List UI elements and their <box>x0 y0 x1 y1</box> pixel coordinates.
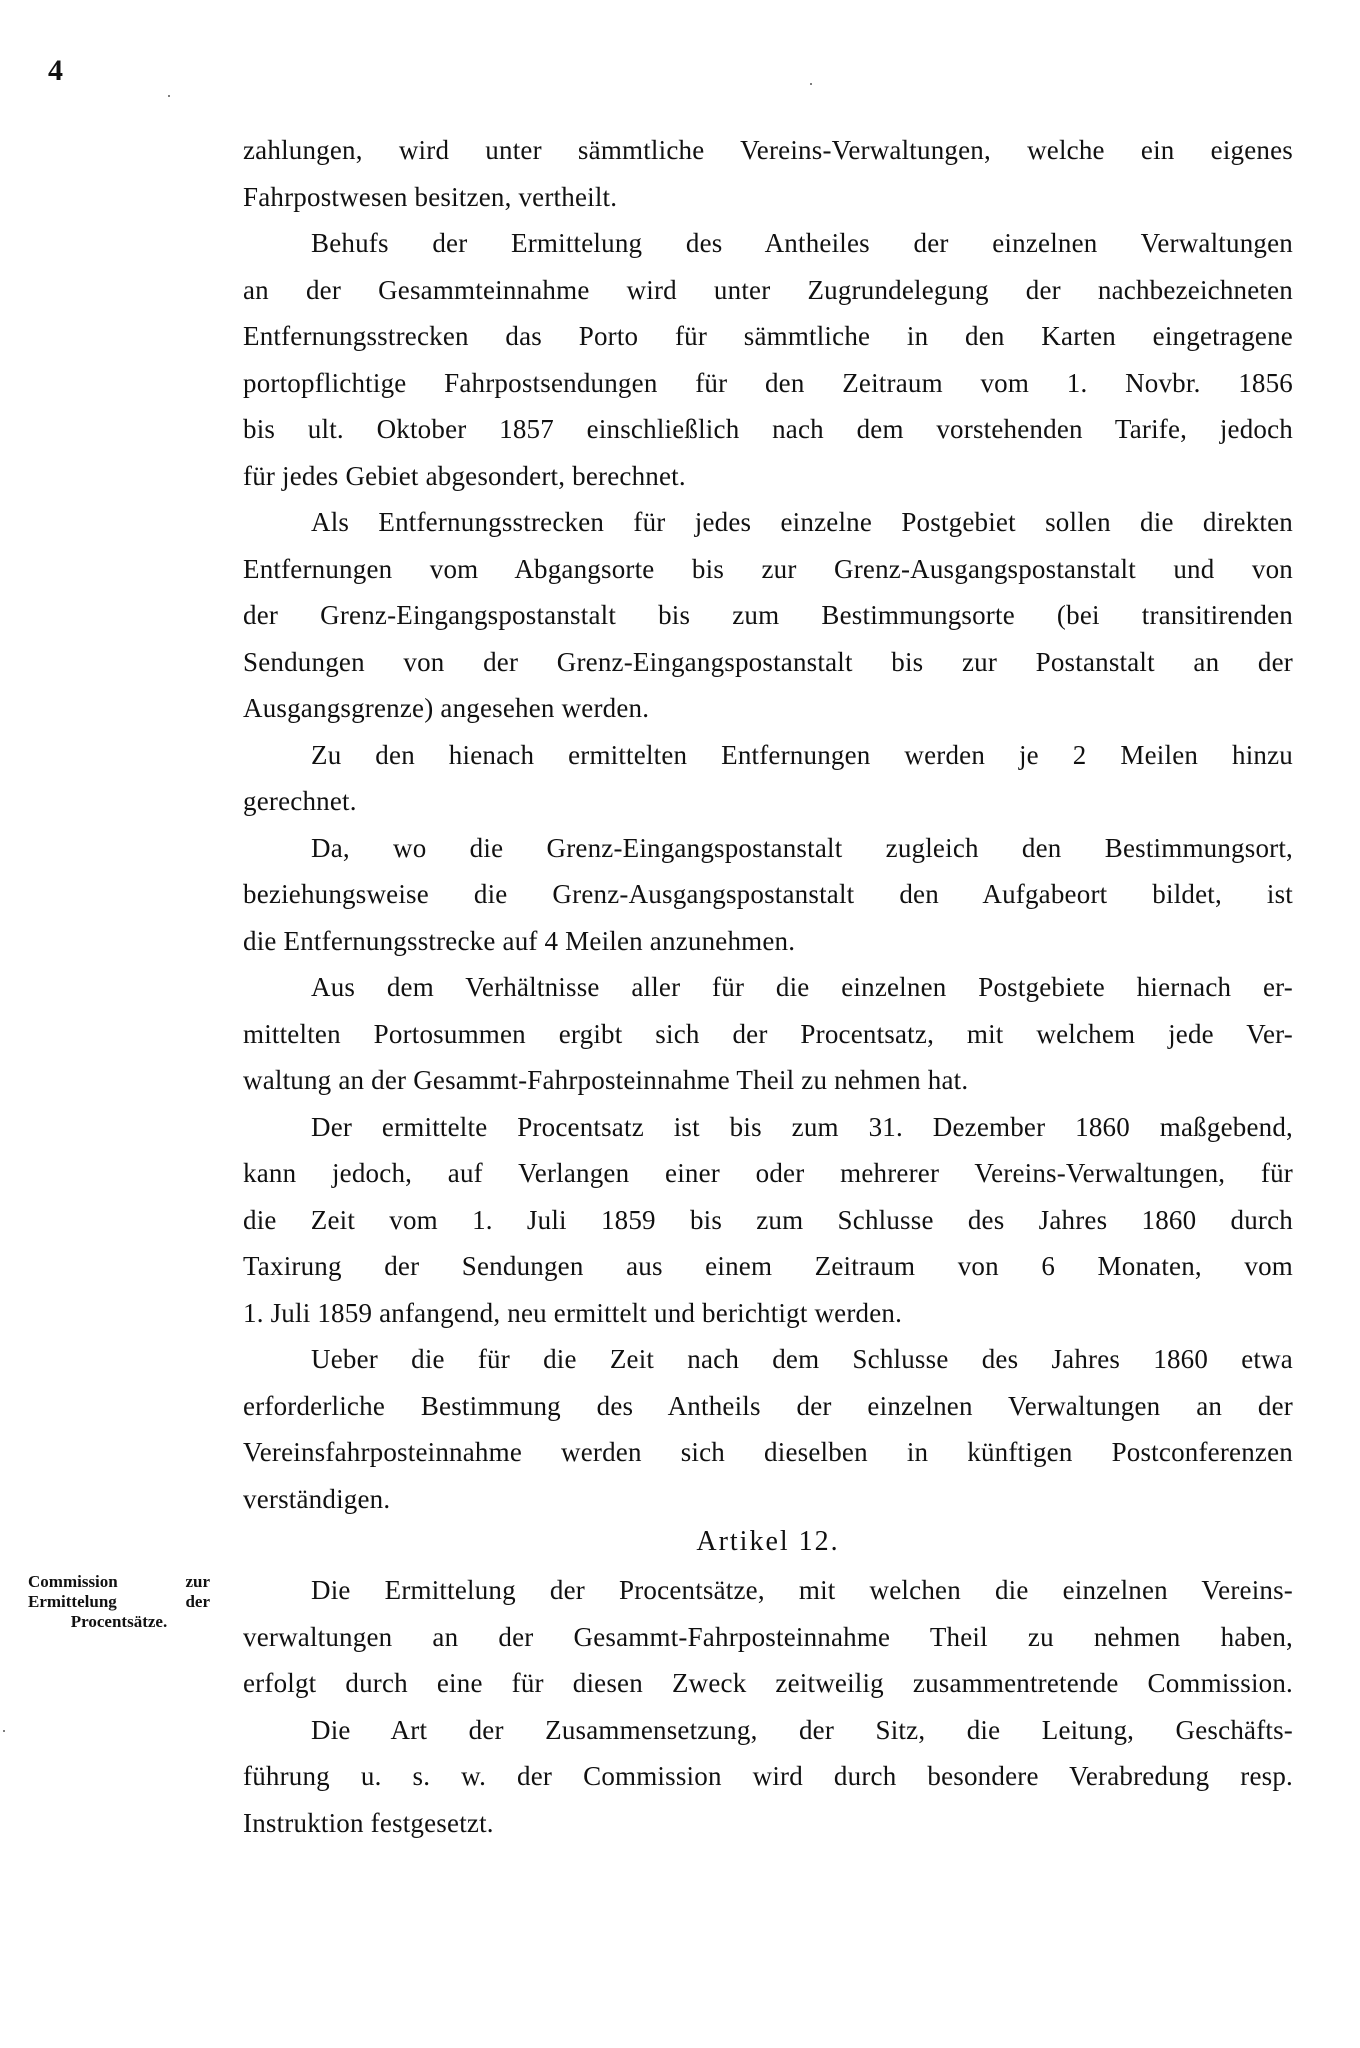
text-line: zahlungen, wird unter sämmtliche Vereins-Verwaltungen, welche ein eigenes <box>243 135 1293 165</box>
text-line: an der Gesammteinnahme wird unter Zugrundelegung der nachbezeichneten <box>243 274 1293 305</box>
text-line: Da, wo die Grenz-Eingangspostanstalt zugleich den Bestimmungsort, <box>311 832 1293 863</box>
text-line: die Entfernungsstrecke auf 4 Meilen anzunehmen. <box>243 925 796 956</box>
text-line: die Zeit vom 1. Juli 1859 bis zum Schlusse des Jahres 1860 durch <box>243 1204 1293 1235</box>
text-line: Ausgangsgrenze) angesehen werden. <box>243 693 650 723</box>
text-line: verwaltungen an der Gesammt-Fahrposteinnahme Theil zu nehmen haben, <box>243 1621 1293 1652</box>
margin-note-line: Ermittelung der <box>28 1592 210 1611</box>
text-line: Fahrpostwesen besitzen, vertheilt. <box>243 181 618 212</box>
text-line: erforderliche Bestimmung des Antheils der einzelnen Verwaltungen an der <box>243 1390 1293 1421</box>
scan-speck <box>3 1730 5 1732</box>
text-line: waltung an der Gesammt-Fahrposteinnahme Theil zu nehmen hat. <box>243 1065 969 1095</box>
text-line: für jedes Gebiet abgesondert, berechnet. <box>243 460 686 491</box>
text-line: Ueber die für die Zeit nach dem Schlusse des Jahres 1860 etwa <box>311 1344 1293 1374</box>
scan-speck <box>168 95 170 97</box>
text-line: Zu den hienach ermittelten Entfernungen werden je 2 Meilen hinzu <box>311 739 1293 770</box>
text-line: führung u. s. w. der Commission wird durch besondere Verabredung resp. <box>243 1761 1293 1791</box>
text-line: verständigen. <box>243 1483 391 1514</box>
text-line: Der ermittelte Procentsatz ist bis zum 31. Dezember 1860 maßgebend, <box>311 1111 1293 1142</box>
page-number: 4 <box>48 54 63 87</box>
text-line: Entfernungsstrecken das Porto für sämmtliche in den Karten eingetragene <box>243 321 1293 351</box>
text-line: portopflichtige Fahrpostsendungen für den Zeitraum vom 1. Novbr. 1856 <box>243 367 1293 398</box>
text-line: Taxirung der Sendungen aus einem Zeitraum von 6 Monaten, vom <box>243 1251 1293 1281</box>
margin-note-line: Procentsätze. <box>70 1612 168 1631</box>
text-line: kann jedoch, auf Verlangen einer oder mehrerer Vereins-Verwaltungen, für <box>243 1158 1293 1188</box>
text-line: Vereinsfahrposteinnahme werden sich dieselben in künftigen Postconferenzen <box>243 1437 1293 1467</box>
text-line: Als Entfernungsstrecken für jedes einzelne Postgebiet sollen die direkten <box>311 507 1293 537</box>
text-line: beziehungsweise die Grenz-Ausgangspostanstalt den Aufgabeort bildet, ist <box>243 879 1293 909</box>
text-line: Behufs der Ermittelung des Antheiles der einzelnen Verwaltungen <box>311 228 1293 258</box>
text-line: mittelten Portosummen ergibt sich der Procentsatz, mit welchem jede Ver- <box>243 1018 1293 1049</box>
text-line: Die Art der Zusammensetzung, der Sitz, die Leitung, Geschäfts- <box>311 1714 1293 1745</box>
text-line: 1. Juli 1859 anfangend, neu ermittelt und berichtigt werden. <box>243 1297 903 1328</box>
text-line: Instruktion festgesetzt. <box>243 1807 494 1838</box>
text-line: Die Ermittelung der Procentsätze, mit welchen die einzelnen Vereins- <box>311 1575 1293 1605</box>
text-line: gerechnet. <box>243 786 357 816</box>
text-line: der Grenz-Eingangspostanstalt bis zum Bestimmungsorte (bei transitirenden <box>243 600 1293 630</box>
text-line: Sendungen von der Grenz-Eingangspostanstalt bis zur Postanstalt an der <box>243 646 1293 677</box>
margin-note-line: Commission zur <box>28 1572 210 1591</box>
scan-speck <box>810 83 812 85</box>
margin-note <box>28 1572 210 1632</box>
article-heading: Artikel 12. <box>696 1526 840 1557</box>
text-line: bis ult. Oktober 1857 einschließlich nach dem vorstehenden Tarife, jedoch <box>243 414 1293 444</box>
text-line: Entfernungen vom Abgangsorte bis zur Grenz-Ausgangspostanstalt und von <box>243 553 1293 584</box>
text-line: erfolgt durch eine für diesen Zweck zeitweilig zusammentretende Commission. <box>243 1668 1293 1698</box>
text-line: Aus dem Verhältnisse aller für die einzelnen Postgebiete hiernach er- <box>311 972 1293 1002</box>
